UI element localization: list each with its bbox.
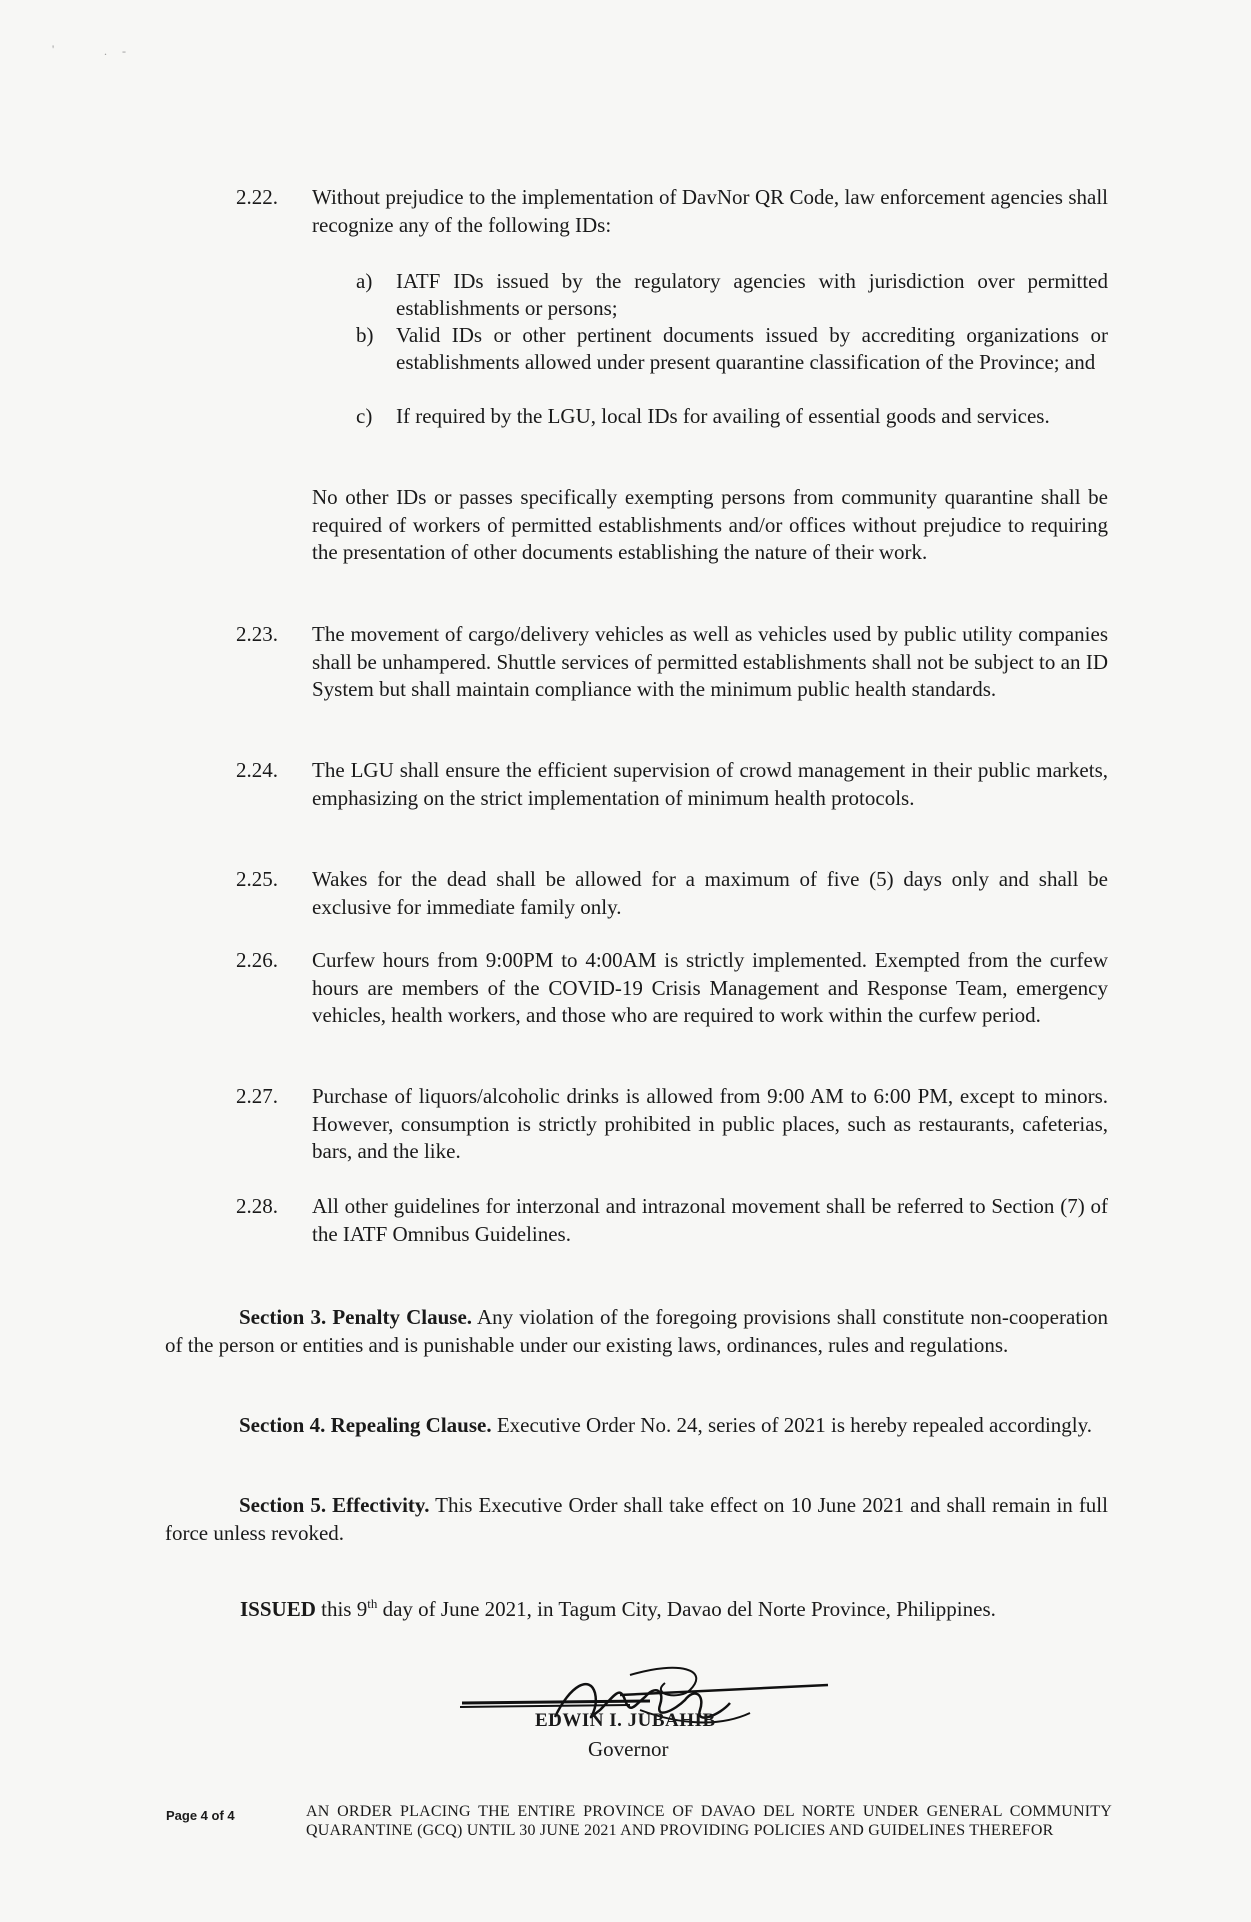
- provision-2-24: [236, 757, 1108, 812]
- provision-text: Wakes for the dead shall be allowed for a maximum of five (5) days only and shall be exclusive for immediate family only.: [312, 867, 1108, 919]
- provision-number: 2.26.: [236, 948, 278, 972]
- provision-2-22: [236, 184, 1108, 239]
- footer-order-title: AN ORDER PLACING THE ENTIRE PROVINCE OF DAVAO DEL NORTE UNDER GENERAL COMMUNITY QUARANTINE (GCQ) UNTIL 30 JUNE 2021 AND PROVIDING POLICIES AND GUIDELINES THEREFOR: [306, 1803, 1112, 1839]
- section-4-repealing-clause: [165, 1411, 1108, 1439]
- section-heading: Section 3. Penalty Clause.: [239, 1305, 473, 1329]
- option-text: Valid IDs or other pertinent documents issued by accrediting organizations or establishments allowed under present quarantine classification of the Province; and: [396, 323, 1108, 374]
- section-text: Executive Order No. 24, series of 2021 is hereby repealed accordingly.: [491, 1413, 1093, 1437]
- provision-text: Purchase of liquors/alcoholic drinks is allowed from 9:00 AM to 6:00 PM, except to minors. However, consumption is strictly prohibited in public places, such as restaurants, cafeterias, bars, and the like.: [312, 1084, 1108, 1163]
- section-text: This Executive Order shall take effect on 10 June 2021 and shall remain in full force unless revoked.: [165, 1493, 1108, 1545]
- issued-sup: th: [367, 1596, 378, 1611]
- scan-speck: .: [104, 44, 107, 58]
- id-option-b: [356, 322, 1108, 376]
- issued-statement: [240, 1590, 1120, 1623]
- option-text: If required by the LGU, local IDs for availing of essential goods and services.: [396, 404, 1050, 428]
- provision-2-28: [236, 1193, 1108, 1248]
- option-letter: a): [356, 269, 373, 293]
- provision-number: 2.24.: [236, 758, 278, 782]
- option-text: IATF IDs issued by the regulatory agencies with jurisdiction over permitted establishments or persons;: [396, 269, 1108, 320]
- signatory-title: Governor: [588, 1737, 669, 1761]
- signatory-name: EDWIN I. JUBAHIB: [535, 1710, 716, 1731]
- provision-number: 2.23.: [236, 622, 278, 646]
- issued-lead: ISSUED: [240, 1597, 316, 1621]
- scan-speck: ': [52, 42, 55, 56]
- id-option-c: [356, 403, 1108, 430]
- issued-pre: this 9: [315, 1597, 368, 1621]
- section-3-penalty-clause: [165, 1303, 1108, 1359]
- provision-text: Without prejudice to the implementation of DavNor QR Code, law enforcement agencies shall recognize any of the following IDs:: [312, 185, 1108, 237]
- section-heading: Section 5. Effectivity.: [239, 1493, 430, 1517]
- page-number: Page 4 of 4: [166, 1808, 235, 1823]
- section-5-effectivity: [165, 1491, 1108, 1547]
- option-letter: b): [356, 323, 374, 347]
- provision-number: 2.25.: [236, 867, 278, 891]
- issued-post: day of June 2021, in Tagum City, Davao del Norte Province, Philippines.: [377, 1597, 996, 1621]
- provision-2-25: [236, 866, 1108, 921]
- no-other-ids-paragraph: No other IDs or passes specifically exempting persons from community quarantine shall be required of workers of permitted establishments and/or offices without prejudice to requiring the presentation of other documents establishing the nature of their work.: [312, 485, 1108, 564]
- provision-2-26: [236, 947, 1108, 1030]
- provision-number: 2.27.: [236, 1084, 278, 1108]
- provision-text: Curfew hours from 9:00PM to 4:00AM is strictly implemented. Exempted from the curfew hours are members of the COVID-19 Crisis Management and Response Team, emergency vehicles, health workers, and those who are required to work within the curfew period.: [312, 948, 1108, 1027]
- provision-text: The LGU shall ensure the efficient supervision of crowd management in their public markets, emphasizing on the strict implementation of minimum health protocols.: [312, 758, 1108, 810]
- provision-text: All other guidelines for interzonal and intrazonal movement shall be referred to Section (7) of the IATF Omnibus Guidelines.: [312, 1194, 1108, 1246]
- section-text: Any violation of the foregoing provisions shall constitute non-cooperation of the person or entities and is punishable under our existing laws, ordinances, rules and regulations.: [165, 1305, 1108, 1357]
- section-heading: Section 4. Repealing Clause.: [239, 1413, 492, 1437]
- provision-2-23: [236, 621, 1108, 704]
- scan-speck: -: [122, 44, 126, 58]
- id-option-a: [356, 268, 1108, 322]
- provision-2-27: [236, 1083, 1108, 1166]
- provision-number: 2.22.: [236, 185, 278, 209]
- option-letter: c): [356, 404, 373, 428]
- provision-text: The movement of cargo/delivery vehicles as well as vehicles used by public utility companies shall be unhampered. Shuttle services of permitted establishments shall not be subject to an ID System but shall maintain compliance with the minimum public health standards.: [312, 622, 1108, 701]
- provision-number: 2.28.: [236, 1194, 278, 1218]
